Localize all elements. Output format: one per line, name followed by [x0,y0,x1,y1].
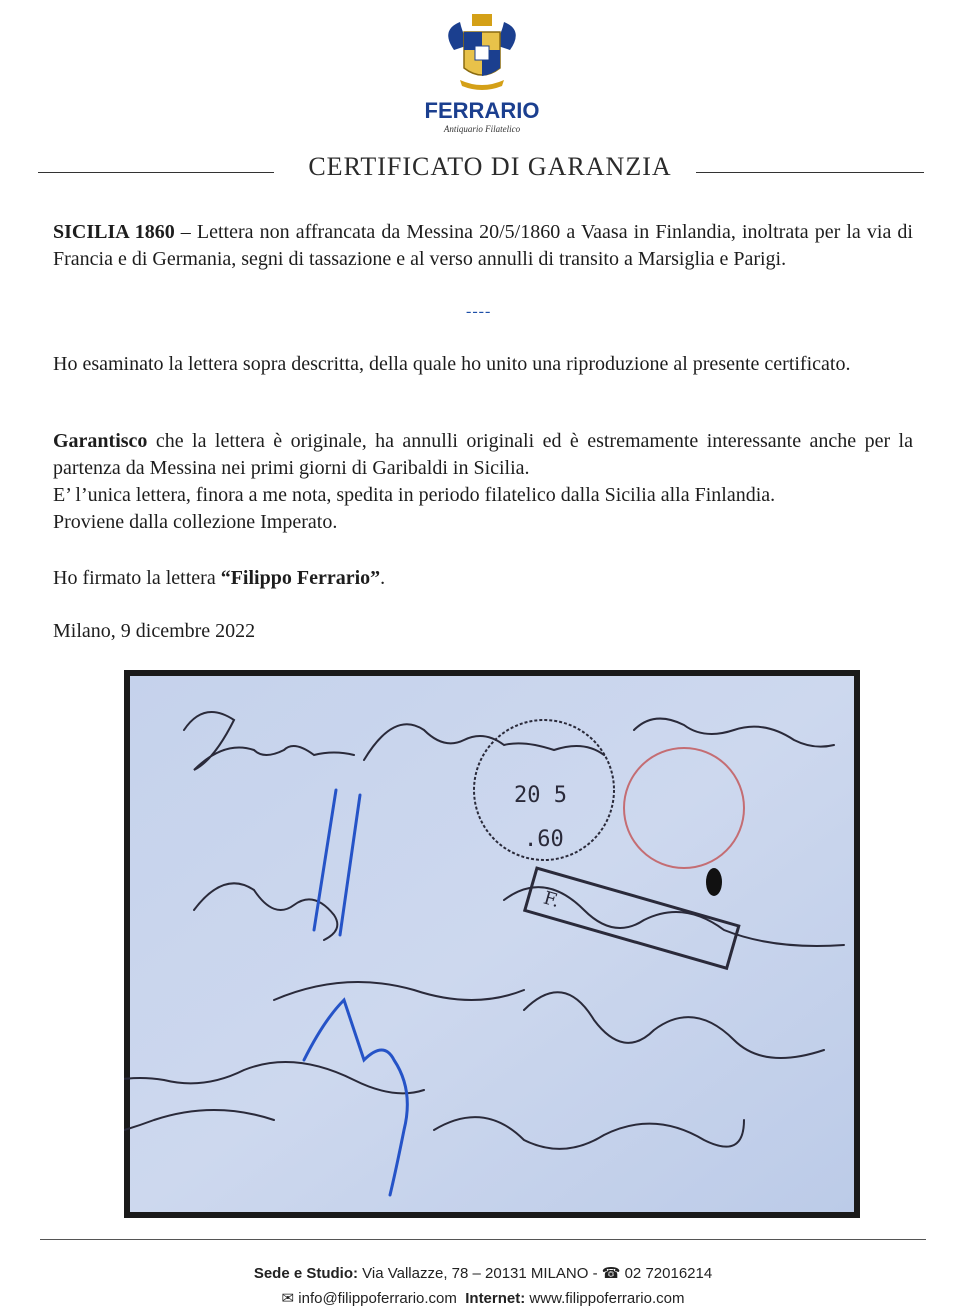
certificate-title: CERTIFICATO DI GARANZIA [308,152,672,181]
lot-title: SICILIA 1860 [53,221,175,243]
uniqueness-text: E’ l’unica lettera, finora a me nota, spedita in periodo filatelico dalla Sicilia alla Finlandia. [53,484,776,506]
signature-statement [53,565,913,592]
footer-rule [40,1239,926,1240]
svg-text:F.: F. [541,887,562,913]
letter-photo [124,670,860,1218]
guarantee-keyword: Garantisco [53,430,148,452]
coat-of-arms-icon [420,10,544,96]
svg-text:20 5: 20 5 [514,783,567,808]
internet-label: Internet: [465,1290,526,1307]
guarantee-text: che la lettera è originale, ha annulli originali ed è estremamente interessante anche per la partenza da Messina nei primi giorni di Garibaldi in Sicilia. [53,430,913,479]
signature-prefix: Ho firmato la lettera [53,567,221,589]
ferrario-logo [420,10,544,136]
provenance-text: Proviene dalla collezione Imperato. [53,511,338,533]
brand-name: FERRARIO [424,98,540,123]
email-link[interactable]: ✉ info@filippoferrario.com [281,1290,457,1307]
certificate-heading [38,152,924,186]
address-label: Sede e Studio: [253,1265,358,1282]
heading-rule-left [38,172,274,173]
description-paragraph [53,219,913,273]
brand-tagline: Antiquario Filatelico [443,124,521,134]
examination-paragraph: Ho esaminato la lettera sopra descritta, della quale ho unito una riproduzione al presente certificato. [53,353,851,375]
svg-text:.60: .60 [524,827,564,852]
footer-address [40,1264,926,1282]
signature-name: “Filippo Ferrario” [220,567,381,589]
place-date: Milano, 9 dicembre 2022 [53,620,256,642]
signature-suffix: . [380,567,386,589]
lot-description: – Lettera non affrancata da Messina 20/5/1860 a Vaasa in Finlandia, inoltrata per la via di Francia e di Germania, segni di tassazione e al verso annulli di transito a Marsiglia e Parigi. [53,221,913,270]
separator: ---- [466,303,492,320]
address-text: Via Vallazze, 78 – 20131 MILANO - ☎ 02 72016214 [358,1265,713,1282]
letter-reproduction-image [124,670,860,1218]
guarantee-paragraph [53,428,913,536]
website-link[interactable]: www.filippoferrario.com [525,1290,685,1307]
footer-contacts [40,1289,926,1307]
heading-rule-right [696,172,924,173]
